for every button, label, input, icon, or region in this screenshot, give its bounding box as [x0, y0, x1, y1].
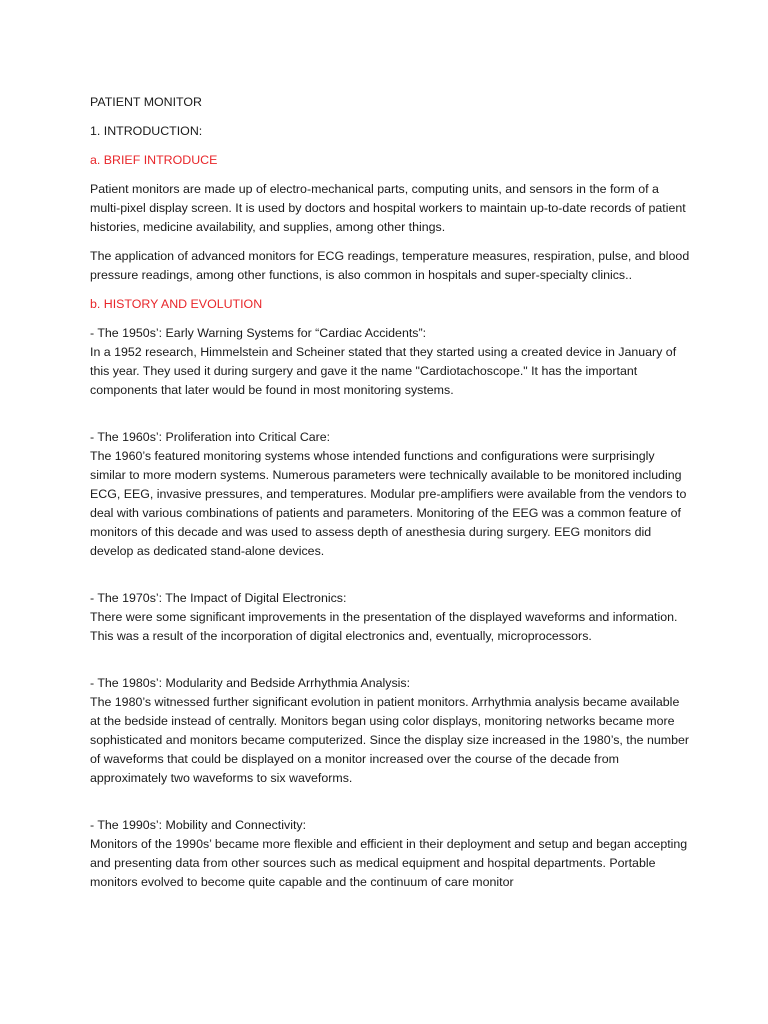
era-body-1990s: Monitors of the 1990s’ became more flexible and efficient in their deployment and setup and began accepting and presenting data from other sources such as medical equipment and hospital departments. Portable monitors evolved to become quite capable and the continuum of care monitor — [90, 837, 688, 889]
intro-paragraph: The application of advanced monitors for ECG readings, temperature measures, respiration, pulse, and blood pressure readings, among other functions, is also common in hospitals and super-specialty clinics.. — [90, 249, 690, 282]
subsection-heading-brief-introduce: a. BRIEF INTRODUCE — [90, 153, 218, 167]
era-body-1980s: The 1980’s witnessed further significant evolution in patient monitors. Arrhythmia analysis became available at the bedside instead of centrally. Monitors began using color displays, monitoring networks became more sophisticated and monitors became computerized. Since the display size increased in the 1980’s, the number of waveforms that could be displayed on a monitor increased over the course of the decade from approximately two waveforms to six waveforms. — [90, 695, 689, 785]
era-body-1970s: There were some significant improvements in the presentation of the displayed waveforms and information. This was a result of the incorporation of digital electronics and, eventually, microprocessors. — [90, 610, 678, 643]
era-heading-1970s: - The 1970s’: The Impact of Digital Electronics: — [90, 591, 347, 605]
era-heading-1950s: - The 1950s’: Early Warning Systems for “Cardiac Accidents”: — [90, 326, 427, 340]
document-title: PATIENT MONITOR — [90, 95, 202, 109]
document-body — [90, 93, 690, 892]
era-heading-1960s: - The 1960s’: Proliferation into Critical Care: — [90, 430, 331, 444]
section-heading-introduction: 1. INTRODUCTION: — [90, 124, 203, 138]
era-heading-1990s: - The 1990s’: Mobility and Connectivity: — [90, 818, 307, 832]
era-heading-1980s: - The 1980s’: Modularity and Bedside Arrhythmia Analysis: — [90, 676, 411, 690]
era-body-1960s: The 1960’s featured monitoring systems whose intended functions and configurations were surprisingly similar to more modern systems. Numerous parameters were technically available to be monitored including ECG, EEG, invasive pressures, and temperatures. Modular pre-amplifiers were available from the vendors to deal with various combinations of patients and parameters. Monitoring of the EEG was a common feature of monitors of this decade and was used to assess depth of anesthesia during surgery. EEG monitors did develop as dedicated stand-alone devices. — [90, 449, 687, 558]
era-body-1950s: In a 1952 research, Himmelstein and Scheiner stated that they started using a created device in January of this year. They used it during surgery and gave it the name "Cardiotachoscope." It has the important components that later would be found in most monitoring systems. — [90, 345, 677, 397]
subsection-heading-history-evolution: b. HISTORY AND EVOLUTION — [90, 297, 263, 311]
intro-paragraph: Patient monitors are made up of electro-mechanical parts, computing units, and sensors in the form of a multi-pixel display screen. It is used by doctors and hospital workers to maintain up-to-date records of patient histories, medicine availability, and supplies, among other things. — [90, 182, 686, 234]
